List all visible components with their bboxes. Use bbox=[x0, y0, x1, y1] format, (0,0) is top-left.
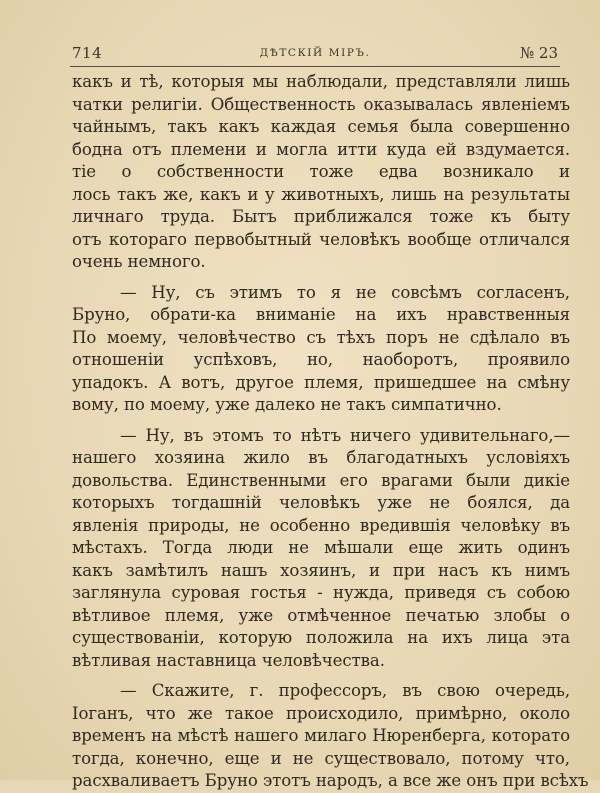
text-line: отношеніи успѣховъ, но, наоборотъ, проявило bbox=[72, 350, 570, 369]
text-line: — Ну, въ этомъ то нѣтъ ничего удивительнаго,— bbox=[120, 425, 570, 445]
paragraph bbox=[72, 425, 570, 673]
text-line: нашего хозяина жило въ благодатныхъ условіяхъ bbox=[72, 448, 570, 467]
text-line: тогда, конечно, еще и не существовало, потому что, bbox=[72, 748, 570, 768]
text-line: какъ замѣтилъ нашъ хозяинъ, и при насъ къ нимъ bbox=[72, 560, 570, 580]
paragraph bbox=[72, 282, 570, 417]
text-line: упадокъ. А вотъ, другое племя, пришедшее на смѣну bbox=[72, 372, 570, 392]
header-rule bbox=[70, 66, 560, 67]
text-line: чайнымъ, такъ какъ каждая семья была совершенно bbox=[72, 117, 570, 136]
journal-title: ДѢТСКІЙ МІРЪ. bbox=[259, 47, 371, 59]
page-number: 714 bbox=[72, 44, 103, 62]
text-line: тіе о собственности тоже едва возникало и bbox=[72, 162, 570, 181]
paragraph bbox=[72, 680, 589, 793]
text-line: лось такъ же, какъ и у животныхъ, лишь на результаты bbox=[72, 184, 570, 204]
text-line: Бруно, обрати-ка вниманіе на ихъ нравственныя bbox=[72, 305, 570, 324]
text-line: отъ котораго первобытный человѣкъ вообще отличался bbox=[72, 229, 570, 249]
text-line: существованіи, которую положила на ихъ лица эта bbox=[72, 628, 570, 647]
text-line: — Скажите, г. профессоръ, въ свою очередь, bbox=[120, 681, 570, 700]
issue-number: № 23 bbox=[519, 44, 558, 62]
text-line: заглянула суровая гостья - нужда, приведя съ собою bbox=[72, 583, 570, 602]
text-line: — Ну, съ этимъ то я не совсѣмъ согласенъ, bbox=[120, 282, 570, 302]
paragraph-gap bbox=[72, 417, 570, 425]
text-line: Іоганъ, что же такое происходило, примѣрно, около bbox=[72, 703, 570, 723]
text-line: вому, по моему, уже далеко не такъ симпатично. bbox=[72, 395, 502, 414]
text-line: довольства. Единственными его врагами были дикіе bbox=[72, 470, 570, 490]
text-line: временъ на мѣстѣ нашего милаго Нюренберга, которато bbox=[72, 726, 570, 745]
paragraph-gap bbox=[72, 274, 570, 282]
body-text bbox=[72, 71, 589, 793]
text-line: По моему, человѣчество съ тѣхъ поръ не сдѣлало въ bbox=[72, 327, 570, 347]
text-line: личнаго труда. Бытъ приближался тоже къ быту bbox=[72, 207, 570, 226]
text-line: явленія природы, не особенно вредившія человѣку въ bbox=[72, 515, 570, 535]
text-line: вѣтливое племя, уже отмѣченное печатью злобы о bbox=[72, 605, 570, 625]
paragraph bbox=[72, 71, 570, 274]
text-line: которыхъ тогдашній человѣкъ уже не боялся, да bbox=[72, 493, 570, 512]
text-line: чатки религіи. Общественность оказывалась явленіемъ bbox=[72, 94, 570, 114]
paragraph-gap bbox=[72, 672, 570, 680]
running-header bbox=[72, 44, 558, 66]
text-line: мѣстахъ. Тогда люди не мѣшали еще жить одинъ bbox=[72, 538, 570, 557]
text-line: какъ и тѣ, которыя мы наблюдали, представляли лишь bbox=[72, 72, 570, 91]
text-line: вѣтливая наставница человѣчества. bbox=[72, 650, 385, 670]
text-line: расхваливаетъ Бруно этотъ народъ, а все же онъ при всѣхъ bbox=[72, 771, 589, 790]
text-line: бодна отъ племени и могла итти куда ей вздумается. bbox=[72, 139, 570, 159]
text-line: очень немного. bbox=[72, 252, 206, 271]
